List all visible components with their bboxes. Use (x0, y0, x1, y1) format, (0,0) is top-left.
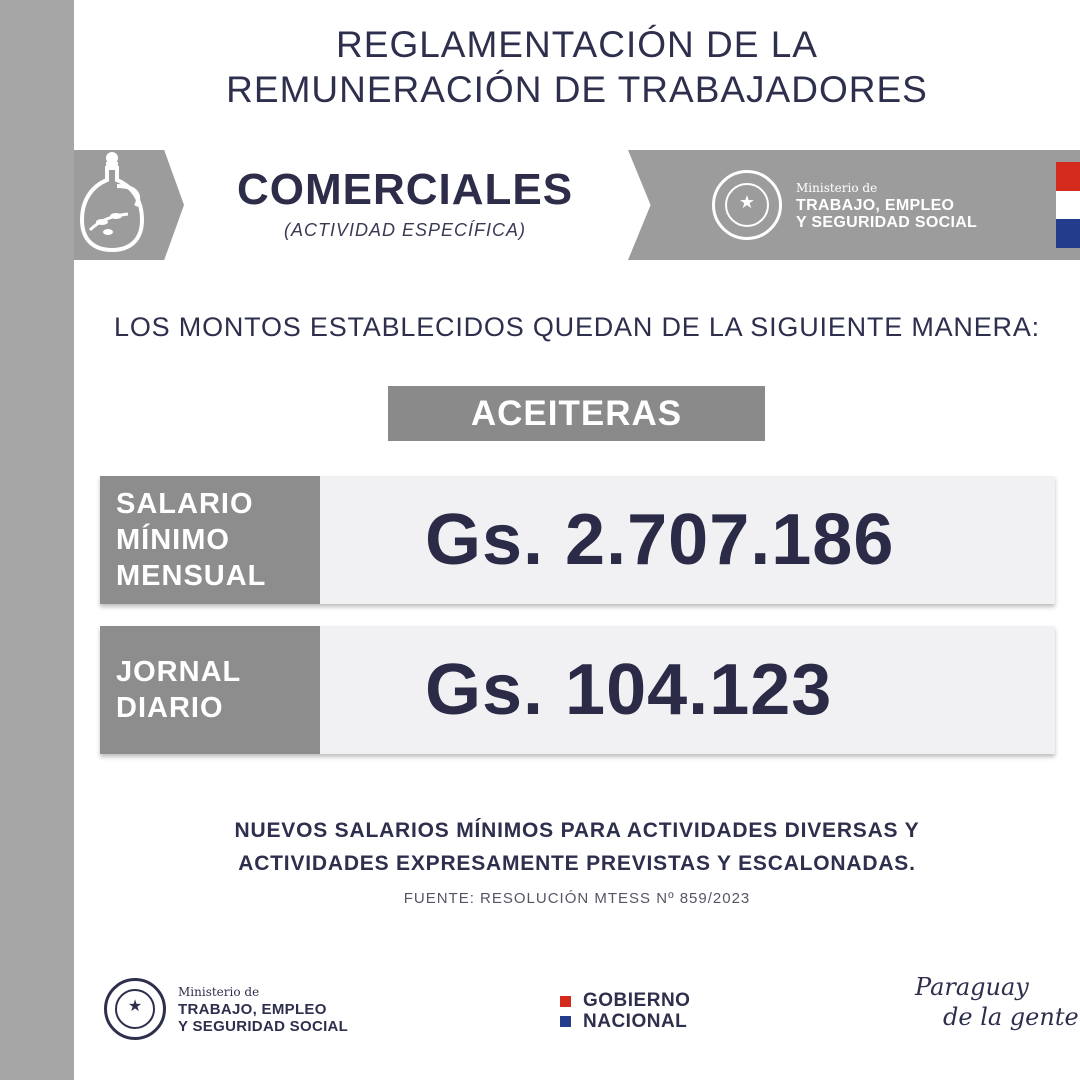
slogan-logo: Paraguay de la gente (915, 973, 1079, 1031)
daily-wage-label: JORNAL DIARIO (100, 626, 320, 754)
left-side-bar (0, 0, 74, 1080)
oil-bottle-icon (80, 150, 170, 260)
category-name: COMERCIALES (236, 165, 574, 214)
monthly-salary-value: Gs. 2.707.186 (425, 500, 895, 580)
category-subtitle: (ACTIVIDAD ESPECÍFICA) (283, 220, 527, 240)
page-title (74, 22, 1080, 112)
ministry-line-1: TRABAJO, EMPLEO (796, 196, 955, 214)
ministry-logo-footer: ★ Ministerio de TRABAJO, EMPLEO Y SEGURIDAD SOCIAL (104, 978, 348, 1040)
daily-wage-value: Gs. 104.123 (425, 650, 833, 730)
sector-badge: ACEITERAS (388, 386, 765, 441)
category-icon-band (74, 150, 184, 260)
national-seal-icon: ★ (104, 978, 166, 1040)
monthly-salary-row (100, 476, 1055, 604)
ministry-line-2: Y SEGURIDAD SOCIAL (796, 213, 978, 231)
ministry-prefix: Ministerio de (796, 180, 878, 195)
ministry-logo-header (712, 170, 977, 240)
national-seal-icon: ★ (712, 170, 782, 240)
title-line-1: REGLAMENTACIÓN DE LA (336, 24, 818, 65)
monthly-salary-label: SALARIO MÍNIMO MENSUAL (100, 476, 320, 604)
intro-text: LOS MONTOS ESTABLECIDOS QUEDAN DE LA SIGUIENTE MANERA: (114, 312, 1040, 342)
footnote: NUEVOS SALARIOS MÍNIMOS PARA ACTIVIDADES DIVERSAS Y ACTIVIDADES EXPRESAMENTE PREVISTAS Y ESCALONADAS. (234, 819, 920, 875)
paraguay-flag-icon (1056, 162, 1080, 248)
title-line-2: REMUNERACIÓN DE TRABAJADORES (226, 69, 928, 110)
daily-wage-row (100, 626, 1055, 754)
source-citation: FUENTE: RESOLUCIÓN MTESS Nº 859/2023 (403, 890, 751, 907)
government-logo: GOBIERNO NACIONAL (560, 990, 690, 1032)
